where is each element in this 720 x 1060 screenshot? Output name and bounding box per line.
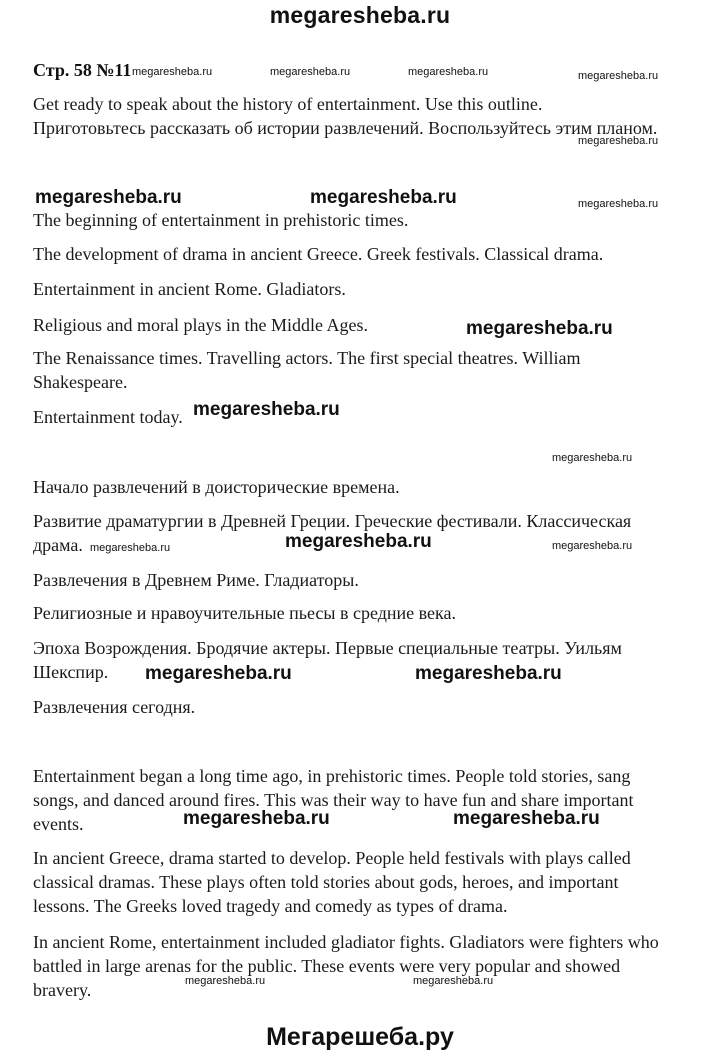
answer-paragraph: Entertainment began a long time ago, in prehistoric times. People told stories, sang songs, and danced around fires. This was their way to have fun and share important events. [33,766,634,834]
watermark: megaresheba.ru [193,399,340,420]
outline-ru-item: Развлечения в Древнем Риме. Гладиаторы. [33,570,359,590]
outline-en-item: The Renaissance times. Travelling actors. The first special theatres. William Shakespeare. [33,348,581,392]
watermark: megaresheba.ru [185,975,266,987]
outline-en-item: The beginning of entertainment in prehistoric times. [33,210,409,230]
watermark: megaresheba.ru [552,540,633,552]
task-instruction-en: Get ready to speak about the history of entertainment. Use this outline. [33,94,543,114]
outline-ru-item: Религиозные и нравоучительные пьесы в средние века. [33,603,456,623]
watermark: megaresheba.ru [145,663,292,684]
outline-en-item: Entertainment in ancient Rome. Gladiators. [33,279,346,299]
page-heading: Стр. 58 №11 [33,60,132,80]
watermark: megaresheba.ru [413,975,494,987]
watermark: megaresheba.ru [310,187,457,208]
watermark: megaresheba.ru [285,531,432,552]
watermark: megaresheba.ru [270,66,351,78]
outline-ru-item: Начало развлечений в доисторические времена. [33,477,400,497]
answer-paragraph: In ancient Rome, entertainment included gladiator fights. Gladiators were fighters who battled in large arenas for the public. These events were very popular and showed bravery. [33,932,659,1000]
site-title: megaresheba.ru [269,2,451,28]
outline-ru-item: Развлечения сегодня. [33,697,196,717]
watermark: megaresheba.ru [453,808,600,829]
outline-ru-item: Эпоха Возрождения. Бродячие актеры. Первые специальные театры. Уильям Шекспир. [33,638,622,682]
watermark: megaresheba.ru [408,66,489,78]
watermark: megaresheba.ru [35,187,182,208]
watermark: megaresheba.ru [90,542,171,554]
watermark: megaresheba.ru [183,808,330,829]
watermark: megaresheba.ru [578,198,659,210]
outline-en-item: Entertainment today. [33,407,183,427]
footer-title: Мегарешеба.ру [266,1023,454,1051]
outline-ru-item: Развитие драматургии в Древней Греции. Греческие фестивали. Классическая драма. [33,511,632,555]
watermark: megaresheba.ru [132,66,213,78]
outline-en-item: The development of drama in ancient Greece. Greek festivals. Classical drama. [33,244,604,264]
watermark: megaresheba.ru [578,70,659,82]
answer-paragraph: In ancient Greece, drama started to develop. People held festivals with plays called classical dramas. These plays often told stories about gods, heroes, and important lessons. The Greeks loved tragedy and comedy as types of drama. [33,848,631,916]
watermark: megaresheba.ru [578,135,659,147]
watermark: megaresheba.ru [415,663,562,684]
outline-en-item: Religious and moral plays in the Middle Ages. [33,315,368,335]
watermark: megaresheba.ru [552,452,633,464]
watermark: megaresheba.ru [466,318,613,339]
task-instruction-ru: Приготовьтесь рассказать об истории развлечений. Воспользуйтесь этим планом. [33,118,658,138]
